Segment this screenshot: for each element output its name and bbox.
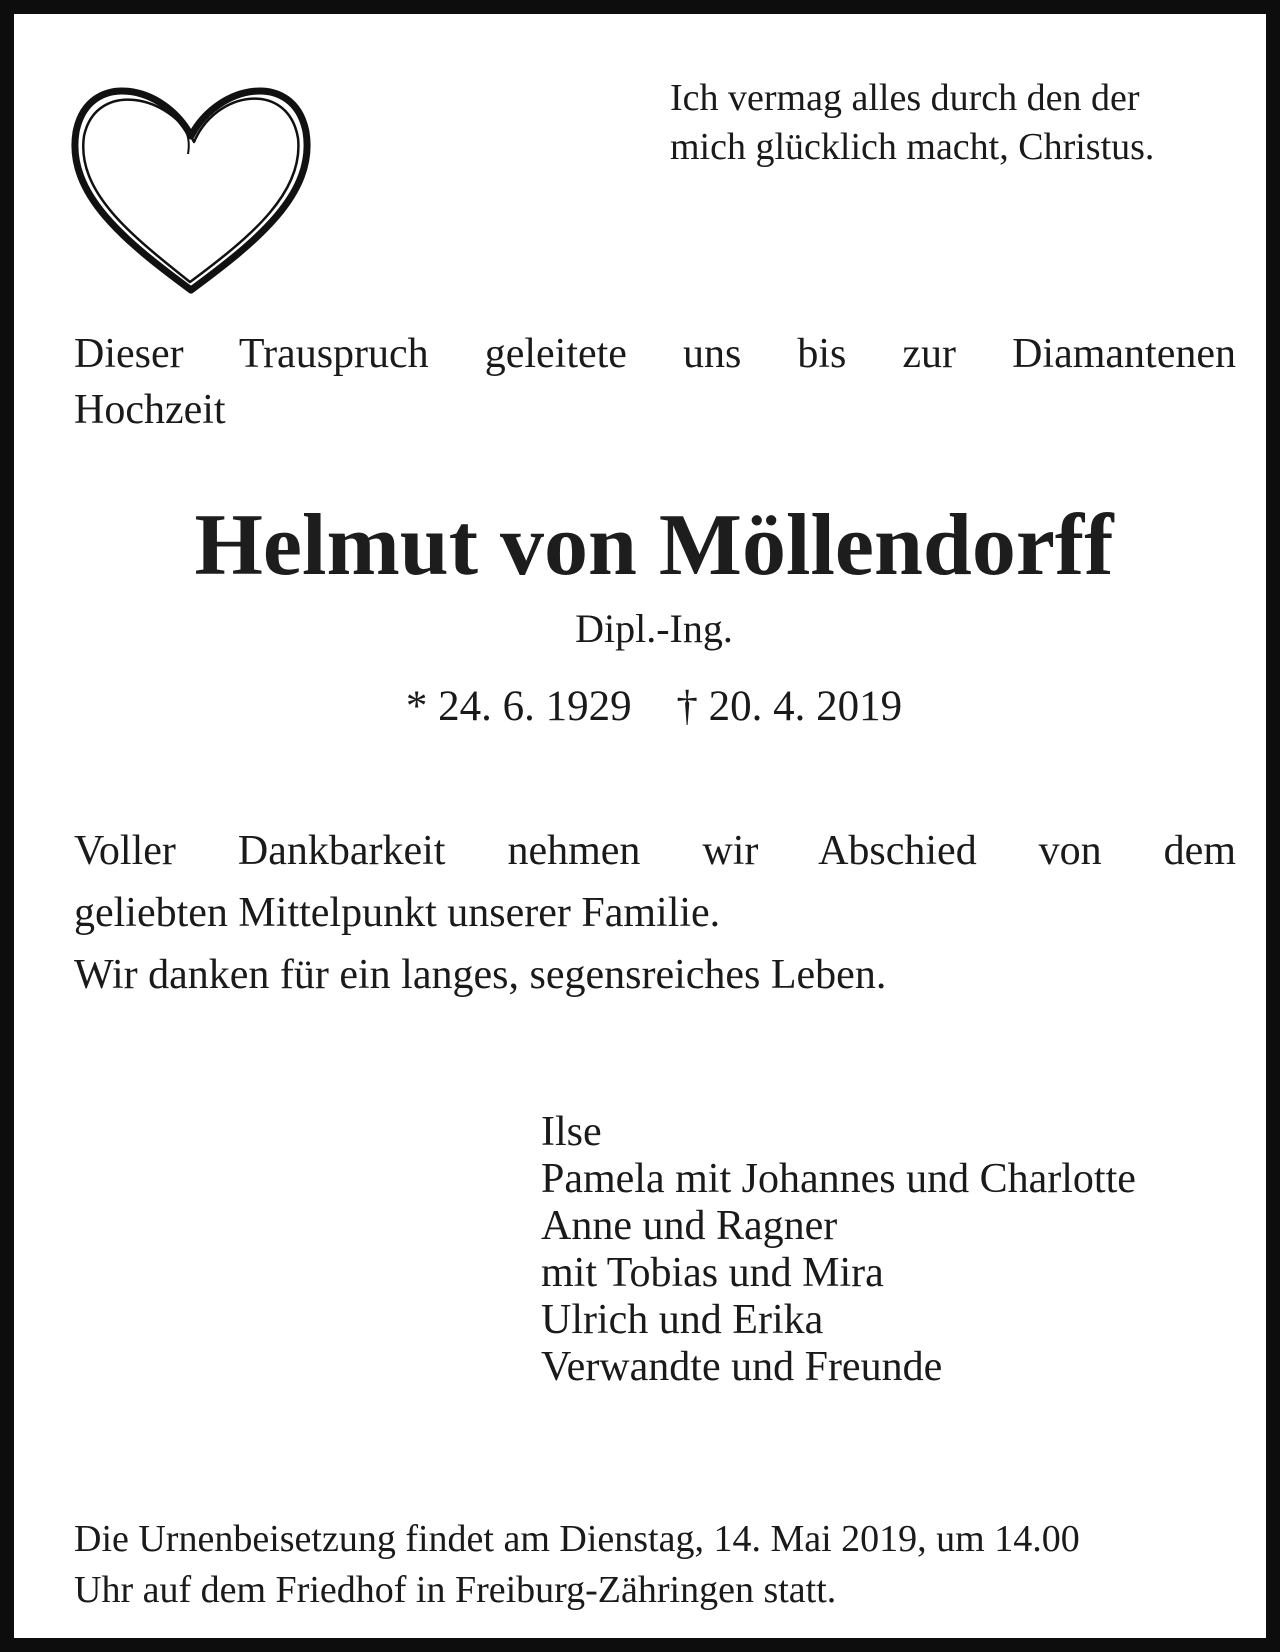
mourner-item: Pamela mit Johannes und Charlotte: [541, 1156, 1136, 1202]
trauspruch-paragraph: [74, 326, 1236, 438]
trauspruch-line-2: Hochzeit: [74, 387, 226, 433]
mourner-item: Verwandte und Freunde: [541, 1344, 943, 1390]
thanks-paragraph: [74, 820, 1236, 1006]
verse-line-1: Ich vermag alles durch den der: [670, 77, 1140, 119]
deceased-name: Helmut von Möllendorff: [194, 497, 1114, 594]
heart-icon: [66, 64, 316, 304]
bible-verse: [670, 74, 1230, 172]
academic-title: Dipl.-Ing.: [575, 606, 733, 651]
life-dates: [14, 680, 1280, 734]
death-date: † 20. 4. 2019: [676, 683, 903, 730]
burial-line-2: Uhr auf dem Friedhof in Freiburg-Zähringen statt.: [74, 1569, 837, 1611]
burial-line-1: Die Urnenbeisetzung findet am Dienstag, 14. Mai 2019, um 14.00: [74, 1518, 1080, 1560]
verse-line-2: mich glücklich macht, Christus.: [670, 126, 1155, 168]
mourner-item: Ilse: [541, 1109, 602, 1155]
birth-date: * 24. 6. 1929: [405, 683, 632, 730]
trauspruch-line-1: Dieser Trauspruch geleitete uns bis zur Diamantenen: [74, 331, 1236, 377]
mourners-list: [541, 1109, 1261, 1391]
mourner-item: Ulrich und Erika: [541, 1297, 824, 1343]
thanks-line-2: geliebten Mittelpunkt unserer Familie.: [74, 890, 721, 936]
thanks-line-1: Voller Dankbarkeit nehmen wir Abschied von dem: [74, 828, 1236, 874]
thanks-line-3: Wir danken für ein langes, segensreiches Leben.: [74, 952, 887, 998]
mourner-item: Anne und Ragner: [541, 1203, 838, 1249]
mourner-item: mit Tobias und Mira: [541, 1250, 884, 1296]
burial-notice: [74, 1514, 1244, 1616]
